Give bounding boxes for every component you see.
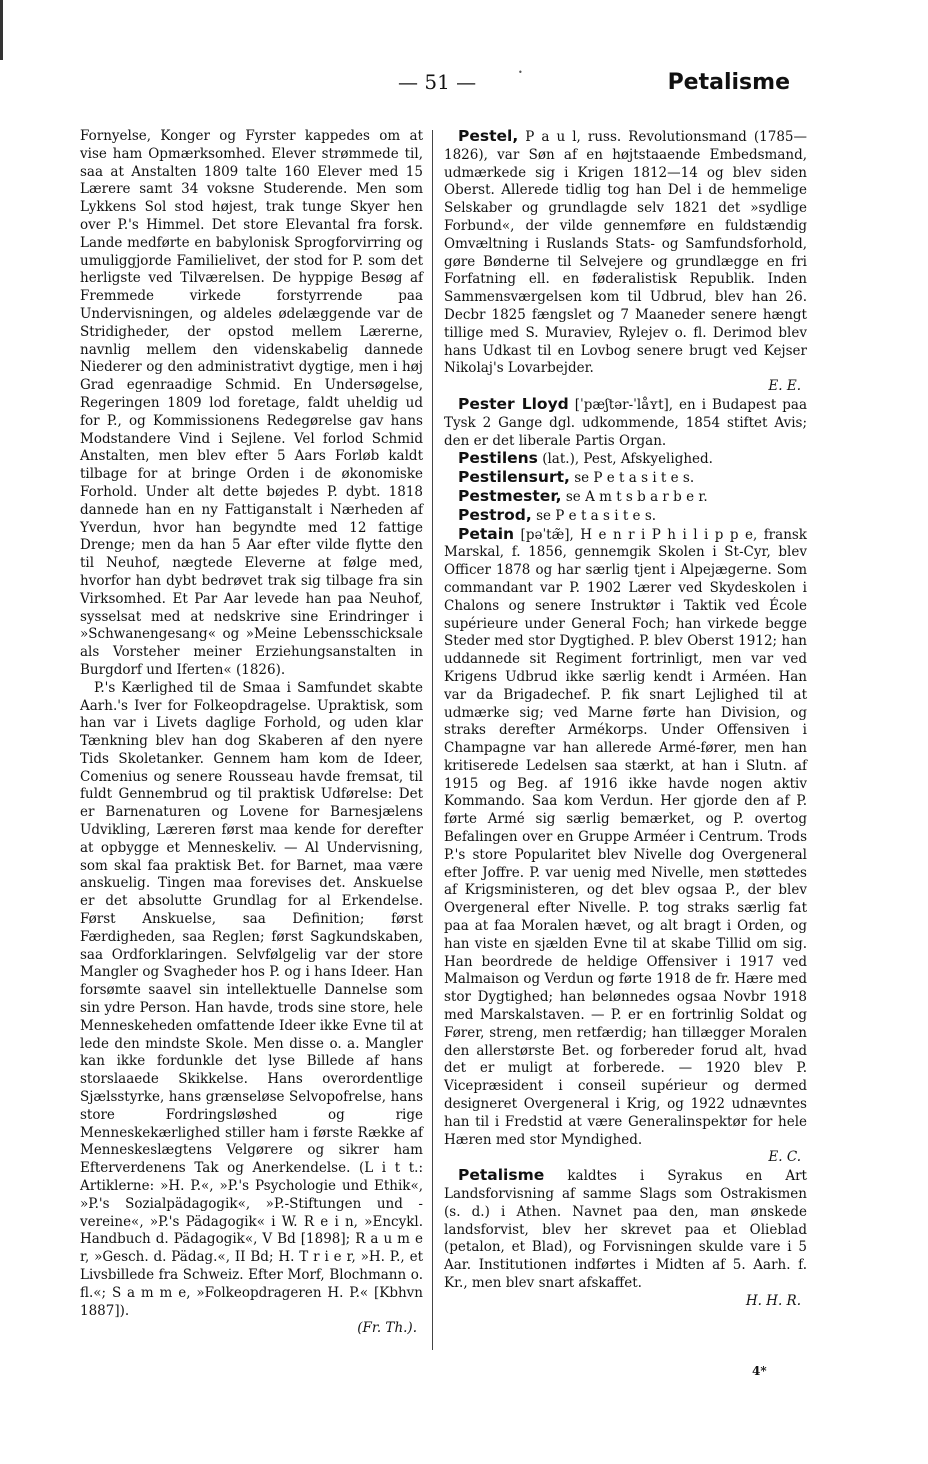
scan-dot: • [518, 68, 523, 77]
entry-text: (lat.), Pest, Afskyelighed. [542, 451, 713, 468]
entry-pester-lloyd [444, 396, 807, 450]
right-column [444, 128, 807, 1311]
headword: Pestrod, [458, 505, 532, 524]
entry-text: se P e t a s i t e s. [536, 507, 657, 524]
headword: Pestel, [458, 127, 519, 145]
entry-text: se P e t a s i t e s. [574, 470, 695, 487]
entry-petain [444, 526, 807, 1168]
entry-text: P a u l, russ. Revolutionsmand (1785—1826), var Søn af en højtstaaende Embedsmand, udmærkede sig i Krigen 1812—14 og blev siden Oberst. Allerede tidlig tog han Del i de hemmelige Selskaber og grundlagde selv 1821 det »sydlige Forbund«, der vilde gennemføre en fuldstændig Omvæltning i Ruslands Stats- og Samfundsforhold, gøre Bønderne til Selvejere og grundlægge en fri Forfatning ell. en føderalistisk Republik. Inden Sammensværgelsen kom til Udbrud, blev han 26. Decbr 1825 fængslet og 7 Maaneder senere hængt tillige med S. Muraviev, Rylejev o. fl. Derimod blev hans Udkast til en Lovbog senere brugt ved Kejser Nikolaj's Lovarbejder. [444, 129, 807, 377]
author-signature: H. H. R. [745, 1292, 801, 1309]
entry-pestmester [444, 488, 807, 507]
left-column [80, 128, 423, 1338]
entry-text: [pəˈtæ̃], H e n r i P h i l i p p e, fransk Marskal, f. 1856, gennemgik Skolen i St-Cyr, blev Officer 1878 og har særlig tjent i Alpejægerne. Som commandant var P. 1902 Lærer ved Skydeskolen i Chalons og senere Instruktør i Taktik ved École supérieure under General Foch; han virkede begge Steder med stor Dygtighed. P. blev Oberst 1912; han uddannede sit Regiment fortrinligt, men var ved Krigens Udbrud ikke særlig kendt i Arméen. Han var da Brigadechef. P. fik snart Lejlighed til at udmærke sig; ved Marne førte han Division, og straks derefter Armékorps. Under Offensiven i Champagne var han allerede Armé-fører, men han kritiserede Ledelsen saa stærkt, at han i Slutn. af 1915 og Beg. af 1916 ikke havde nogen aktiv Kommando. Saa kom Verdun. Her gjorde den af P. førte Armé sig særlig bemærket, og P. overtog Befalingen over en Gruppe Arméer i Centrum. Trods P.'s store Popularitet blev Nivelle dog Overgeneral efter Joffre. P. var uenig med Nivelle, men støttedes af Krigsministeren, og det blev ogsaa P., der blev Overgeneral efter Nivelle. P. tog straks særlig fat paa at faa Moralen hævet, og alt bragt i Orden, og han viste en sjælden Evne til at skabe Tillid om sig. Han beordrede de heldige Offensiver i 1917 ved Malmaison og Verdun og førte 1918 de fr. Hære med stor Dygtighed; han belønnedes ogsaa Novbr 1918 med Marskalstaven. — P. er en fortrinlig Soldat og Fører, streng, men retfærdig; han tillægger Moralen den allerstørste Bet. og forbereder forud alt, hvad det er muligt at forberede. — 1920 blev P. Vicepræsident i conseil supérieur og dermed designeret Overgeneral i Krig, og 1922 udnævntes han til i Fredstid at være Generalinspektør for hele Hæren med stor Myndighed. [444, 526, 807, 1148]
page-number: — 51 — [398, 70, 477, 94]
entry-text: kaldtes i Syrakus en Art Landsforvisning af samme Slags som Ostrakismen (s. d.) i Athen. Navnet paa den, man ønskede landsforvist, blev her skrevet paa et Olieblad (petalon, et Blad), og Forvisningen skulde vare i 5 Aar. Institutionen indførtes i Midten af 5. Aarh. f. Kr., men blev snart afskaffet. [444, 1168, 807, 1291]
entry-pestilensurt [444, 469, 807, 488]
column-divider [432, 130, 433, 1350]
left-paragraph-1: Fornyelse, Konger og Fyrster kappedes om at vise ham Opmærksomhed. Elever strømmede til, saa at Anstalten 1809 talte 160 Elever med 15 Lærere samt 34 voksne Studerende. Men som Lykkens Sol stod højest, trak tunge Skyer hen over P.'s Himmel. Det store Elevantal fra forsk. Lande medførte en babylonisk Sprogforvirring og umuliggjorde Familielivet, der stod for P. som det herligste ved Tilværelsen. De hyppige Besøg af Fremmede virkede forstyrrende paa Undervisningen, og aldeles ødelæggende var de Stridigheder, der opstod mellem Lærerne, navnlig mellem den videnskabelig dannede Niederer og den administrativt dygtige, men i høj Grad egenraadige Schmid. En Undersøgelse, Regeringen 1809 lod foretage, faldt uheldig ud for P., og Kommissionens Redegørelse gav hans Modstandere Vind i Sejlene. Vel forlod Schmid Anstalten, men blev efter 5 Aars Forløb kaldt tilbage for at bringe Orden i de økonomiske Forhold. Under alt dette bøjedes P. dybt. 1818 dannede han en ny Fattiganstalt i Nærheden af Yverdun, hvor han begyndte med 12 fattige Drenge; men da han 5 Aar efter vilde flytte den til Neuhof, nægtede Eleverne at følge med, hvorfor han dybt bedrøvet trak sig tilbage fra sin Virksomhed. Et Par Aar levede han paa Neuhof, sysselsat med at nedskrive sine Erindringer i »Schwanengesang« og »Meine Lebensschicksale als Vorsteher meiner Erziehungsanstalten in Burgdorf und Iferten« (1826). [80, 128, 423, 678]
page-header [60, 70, 790, 110]
signature-mark: 4* [752, 1364, 767, 1378]
author-signature: E. C. [768, 1149, 801, 1166]
running-head: Petalisme [667, 70, 790, 95]
headword: Pester Lloyd [458, 394, 569, 413]
entry-pestrod [444, 507, 807, 526]
entry-petalisme [444, 1167, 807, 1310]
scan-margin-mark [0, 0, 3, 60]
entry-text: [ˈpæʃtər-ˈlåʏt], en i Budapest paa Tysk 2 Gange dgl. udkommende, 1854 stiftet Avis; den er det liberale Partis Organ. [444, 396, 807, 449]
author-signature: E. E. [768, 378, 801, 395]
author-signature: (Fr. Th.). [357, 1320, 417, 1337]
headword: Pestilensurt, [458, 468, 570, 487]
headword: Pestilens [458, 449, 538, 468]
entry-text: se A m t s b a r b e r. [565, 488, 708, 505]
headword: Petalisme [458, 1166, 545, 1185]
entry-pestilens [444, 450, 807, 469]
left-paragraph-2: P.'s Kærlighed til de Smaa i Samfundet skabte Aarh.'s Iver for Folkeopdragelse. Upraktisk, som han var i Livets daglige Forhold, og uden klar Tænkning blev han dog Skaberen af den nyere Tids Skoletanker. Gennem ham kom de Ideer, Comenius og senere Rousseau havde fremsat, til fuldt Gennembrud og til praktisk Udførelse: Det er Barnenaturen og Lovene for Barnesjælens Udvikling, Læreren først maa kende for derefter at opbygge et Menneskeliv. — Al Undervisning, som skal faa praktisk Bet. for Barnet, maa være anskuelig. Tingen maa forevises det. Anskuelse er det absolutte Grundlag for al Erkendelse. Først Anskuelse, saa Definition; først Færdigheden, saa Reglen; først Sagkundskaben, saa Ordforklaringen. Selvfølgelig var der store Mangler og Svagheder hos P. og i hans Ideer. Han forsømte saavel sin intellektuelle Dannelse som sin ydre Person. Han havde, trods sine store, hele Menneskeheden omfattende Ideer ikke Evne til at lede den mindste Skole. Men disse o. a. Mangler kan ikke fordunkle det lyse Billede af hans storslaaede Skikkelse. Hans overordentlige Sjælsstyrke, hans grænseløse Selvopofrelse, hans store Fordringsløshed og rige Menneskekærlighed stiller ham i første Række af Menneskeslægtens Velgørere og sikrer ham Efterverdenens Tak og Anerkendelse. (L i t t.: Artiklerne: »H. P.«, »P.'s Psychologie und Ethik«, »P.'s Sozialpädagogik«, »P.-Stiftungen und -vereine«, »P.'s Pädagogik« i W. R e i n, »Encykl. Handbuch d. Pädagogik«, V Bd [1898]; R a u m e r, »Gesch. d. Pädag.«, II Bd; H. T r i e r, »H. P., et Livsbillede fra Schweiz. Efter Morf, Blochmann o. fl.«; S a m m e, »Folkeopdrageren H. P.« [Kbhvn 1887]). [80, 679, 423, 1319]
headword: Petain [458, 524, 515, 543]
entry-pestel [444, 128, 807, 396]
headword: Pestmester, [458, 486, 562, 505]
